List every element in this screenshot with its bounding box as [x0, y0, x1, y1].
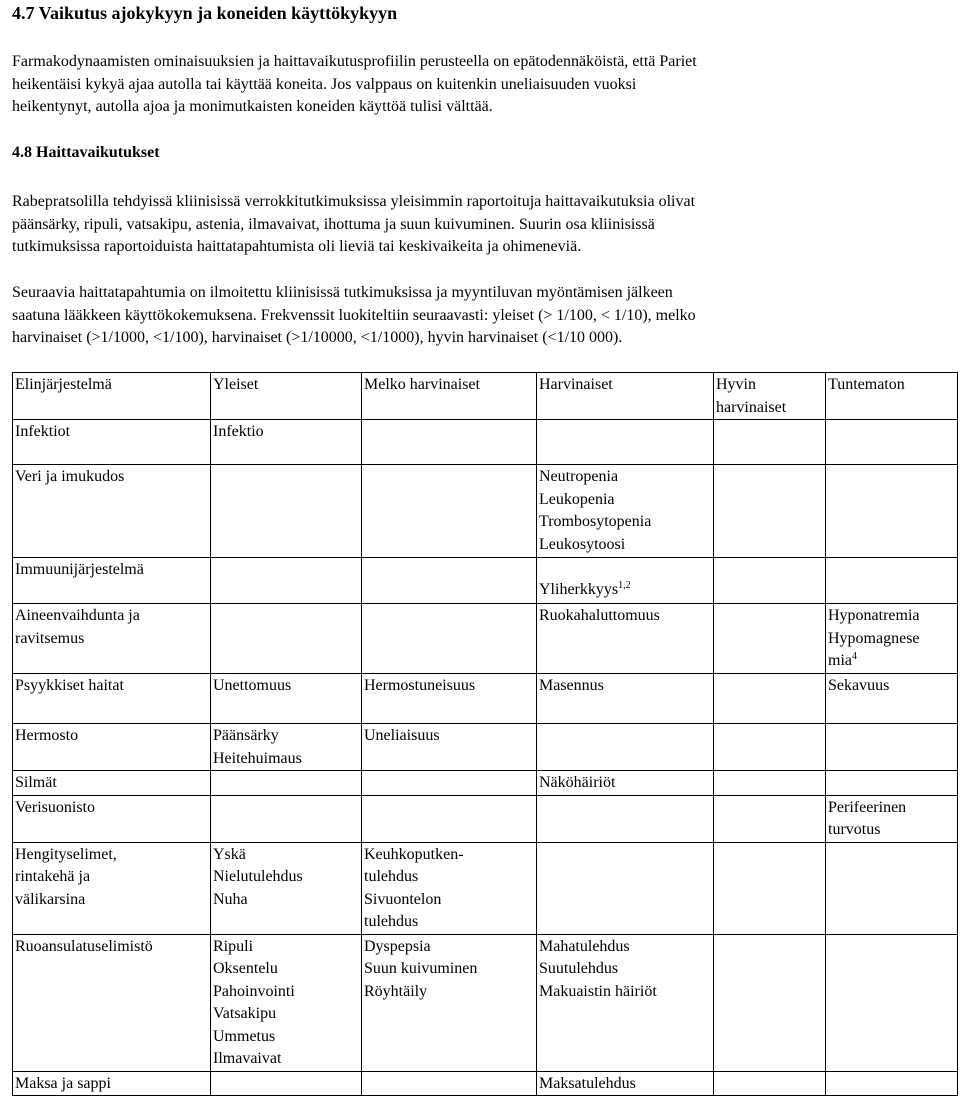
organ-class-cell	[13, 604, 211, 674]
organ-class-cell	[13, 842, 211, 934]
cell-line: välikarsina	[15, 890, 86, 908]
organ-class-cell: Hermosto	[13, 724, 211, 771]
section-4-7-heading: 4.7 Vaikutus ajokykyyn ja koneiden käyttökykyyn	[12, 3, 398, 23]
cell-line: Keuhkoputken-	[364, 845, 464, 863]
organ-class-cell: Immuunijärjestelmä	[13, 558, 211, 604]
harvinaiset-cell	[537, 724, 714, 771]
organ-class-cell: Silmät	[13, 771, 211, 796]
harvinaiset-cell: Maksatulehdus	[537, 1071, 714, 1096]
column-header: Yleiset	[211, 373, 362, 420]
hyvin-cell	[714, 604, 826, 674]
section-4-8-paragraph-1	[12, 191, 948, 259]
harvinaiset-cell: Masennus	[537, 674, 714, 724]
harvinaiset-cell	[537, 795, 714, 842]
hyvin-cell	[714, 724, 826, 771]
cell-line: Hypomagnese	[828, 629, 920, 647]
section-4-8-paragraph-2	[12, 282, 948, 350]
cell-line: turvotus	[828, 821, 881, 838]
table-row	[13, 934, 958, 1071]
tuntematon-cell	[826, 724, 958, 771]
cell-line: Nuha	[213, 890, 248, 908]
yleiset-cell: Unettomuus	[211, 674, 362, 724]
table-row	[13, 558, 958, 604]
table-header-row	[13, 373, 958, 420]
cell-line: Makuaistin häiriöt	[539, 982, 657, 1000]
tuntematon-cell	[826, 558, 958, 604]
cell-line: ravitsemus	[15, 629, 85, 647]
table-row	[13, 674, 958, 724]
hyvin-cell	[714, 558, 826, 604]
table-row	[13, 1071, 958, 1096]
harvinaiset-cell: Näköhäiriöt	[537, 771, 714, 796]
table-row	[13, 465, 958, 558]
cell-line: Nielutulehdus	[213, 868, 303, 885]
footnote-ref: 4	[852, 651, 857, 662]
section-4-7-paragraph	[12, 51, 948, 119]
cell-line: Päänsärky	[213, 727, 279, 744]
yleiset-cell	[211, 934, 362, 1071]
hyvin-cell	[714, 934, 826, 1071]
text-line: heikentäisi kykyä ajaa autolla tai käyttää koneita. Jos valppaus on kuitenkin uneliaisuuden vuoksi	[12, 75, 637, 93]
yleiset-cell	[211, 842, 362, 934]
cell-line: Aineenvaihdunta ja	[15, 607, 140, 624]
column-header: Harvinaiset	[537, 373, 714, 420]
cell-line: Suutulehdus	[539, 960, 619, 977]
text-line: Rabepratsolilla tehdyissä kliinisissä verrokkitutkimuksissa yleisimmin raportoituja haittavaikutuksia olivat	[12, 193, 696, 210]
cell-text: mia	[828, 652, 852, 669]
cell-line: tulehdus	[364, 868, 419, 885]
melko-cell	[362, 465, 537, 558]
column-header: Melko harvinaiset	[362, 373, 537, 420]
text-line: tutkimuksissa raportoiduista haittatapahtumista oli lieviä tai keskivaikeita ja ohimeneviä.	[12, 238, 582, 255]
cell-line: Ilmavaivat	[213, 1050, 282, 1067]
tuntematon-cell	[826, 934, 958, 1071]
tuntematon-cell	[826, 795, 958, 842]
cell-line: Yskä	[213, 845, 246, 863]
cell-line	[828, 650, 957, 673]
text-line: saatuna lääkkeen käyttökokemuksena. Frekvenssit luokiteltiin seuraavasti: yleiset (> 1/100, < 1/10), melko	[12, 306, 696, 324]
column-header: Tuntematon	[826, 373, 958, 420]
text-line: harvinaiset (>1/1000, <1/100), harvinaiset (>1/10000, <1/1000), hyvin harvinaiset (<1/10 000).	[12, 329, 623, 346]
tuntematon-cell	[826, 842, 958, 934]
yleiset-cell	[211, 724, 362, 771]
yleiset-cell	[211, 604, 362, 674]
cell-line: rintakehä ja	[15, 868, 91, 885]
cell-line: Vatsakipu	[213, 1005, 277, 1022]
tuntematon-cell	[826, 1071, 958, 1096]
text-line: päänsärky, ripuli, vatsakipu, astenia, ilmavaivat, ihottuma ja suun kuivuminen. Suurin osa kliinisissä	[12, 215, 655, 233]
text-line: Farmakodynaamisten ominaisuuksien ja haittavaikutusprofiilin perusteella on epätodennäköistä, että Pariet	[12, 53, 697, 70]
melko-cell: Uneliaisuus	[362, 724, 537, 771]
table-row	[13, 420, 958, 465]
tuntematon-cell	[826, 771, 958, 796]
cell-line: Leukosytoosi	[539, 535, 626, 553]
melko-cell	[362, 771, 537, 796]
organ-class-cell: Psyykkiset haitat	[13, 674, 211, 724]
cell-line: Oksentelu	[213, 960, 278, 977]
cell-line: tulehdus	[364, 913, 419, 930]
harvinaiset-cell	[537, 420, 714, 465]
tuntematon-cell: Sekavuus	[826, 674, 958, 724]
melko-cell: Hermostuneisuus	[362, 674, 537, 724]
hyvin-cell	[714, 674, 826, 724]
yleiset-cell	[211, 795, 362, 842]
column-header: Hyvin harvinaiset	[714, 373, 826, 420]
tuntematon-cell	[826, 420, 958, 465]
table-row	[13, 604, 958, 674]
harvinaiset-cell	[537, 558, 714, 604]
column-header: Elinjärjestelmä	[13, 373, 211, 420]
cell-line: Mahatulehdus	[539, 937, 630, 955]
organ-class-cell: Verisuonisto	[13, 795, 211, 842]
harvinaiset-cell: Ruokahaluttomuus	[537, 604, 714, 674]
adverse-effects-table	[12, 372, 958, 1096]
cell-line: Neutropenia	[539, 468, 619, 485]
table-row	[13, 724, 958, 771]
melko-cell	[362, 1071, 537, 1096]
tuntematon-cell	[826, 465, 958, 558]
organ-class-cell: Infektiot	[13, 420, 211, 465]
hyvin-cell	[714, 465, 826, 558]
melko-cell	[362, 604, 537, 674]
cell-line: Sivuontelon	[364, 890, 442, 908]
hyvin-cell	[714, 420, 826, 465]
section-4-8-heading: 4.8 Haittavaikutukset	[12, 144, 160, 161]
yleiset-cell	[211, 465, 362, 558]
cell-line: Ummetus	[213, 1027, 276, 1045]
hyvin-cell	[714, 795, 826, 842]
table-row	[13, 795, 958, 842]
text-line: heikentynyt, autolla ajoa ja monimutkaisten koneiden käyttöä tulisi välttää.	[12, 98, 493, 115]
harvinaiset-cell	[537, 934, 714, 1071]
yleiset-cell	[211, 771, 362, 796]
cell-line: Pahoinvointi	[213, 982, 295, 1000]
yleiset-cell	[211, 558, 362, 604]
yleiset-cell: Infektio	[211, 420, 362, 465]
cell-line: Hengityselimet,	[15, 845, 117, 863]
hyvin-cell	[714, 771, 826, 796]
organ-class-cell: Veri ja imukudos	[13, 465, 211, 558]
melko-cell	[362, 934, 537, 1071]
table-row	[13, 842, 958, 934]
cell-line: Trombosytopenia	[539, 513, 652, 530]
text-line: Seuraavia haittatapahtumia on ilmoitettu kliinisissä tutkimuksissa ja myyntiluvan myöntämisen jälkeen	[12, 284, 673, 301]
cell-line: Ripuli	[213, 937, 254, 955]
cell-line: Hyponatremia	[828, 607, 920, 624]
hyvin-cell	[714, 842, 826, 934]
footnote-ref: 1,2	[618, 580, 631, 591]
yleiset-cell	[211, 1071, 362, 1096]
melko-cell	[362, 420, 537, 465]
melko-cell	[362, 558, 537, 604]
organ-class-cell: Ruoansulatuselimistö	[13, 934, 211, 1071]
melko-cell	[362, 795, 537, 842]
cell-text: Yliherkkyys	[539, 581, 619, 598]
cell-line: Heitehuimaus	[213, 749, 302, 767]
cell-line: Perifeerinen	[828, 798, 907, 816]
cell-line: Dyspepsia	[364, 937, 431, 955]
organ-class-cell: Maksa ja sappi	[13, 1071, 211, 1096]
tuntematon-cell	[826, 604, 958, 674]
cell-line: Leukopenia	[539, 490, 615, 508]
cell-line: Suun kuivuminen	[364, 960, 478, 977]
harvinaiset-cell	[537, 465, 714, 558]
cell-line: Röyhtäily	[364, 982, 428, 1000]
melko-cell	[362, 842, 537, 934]
harvinaiset-cell	[537, 842, 714, 934]
hyvin-cell	[714, 1071, 826, 1096]
table-row	[13, 771, 958, 796]
